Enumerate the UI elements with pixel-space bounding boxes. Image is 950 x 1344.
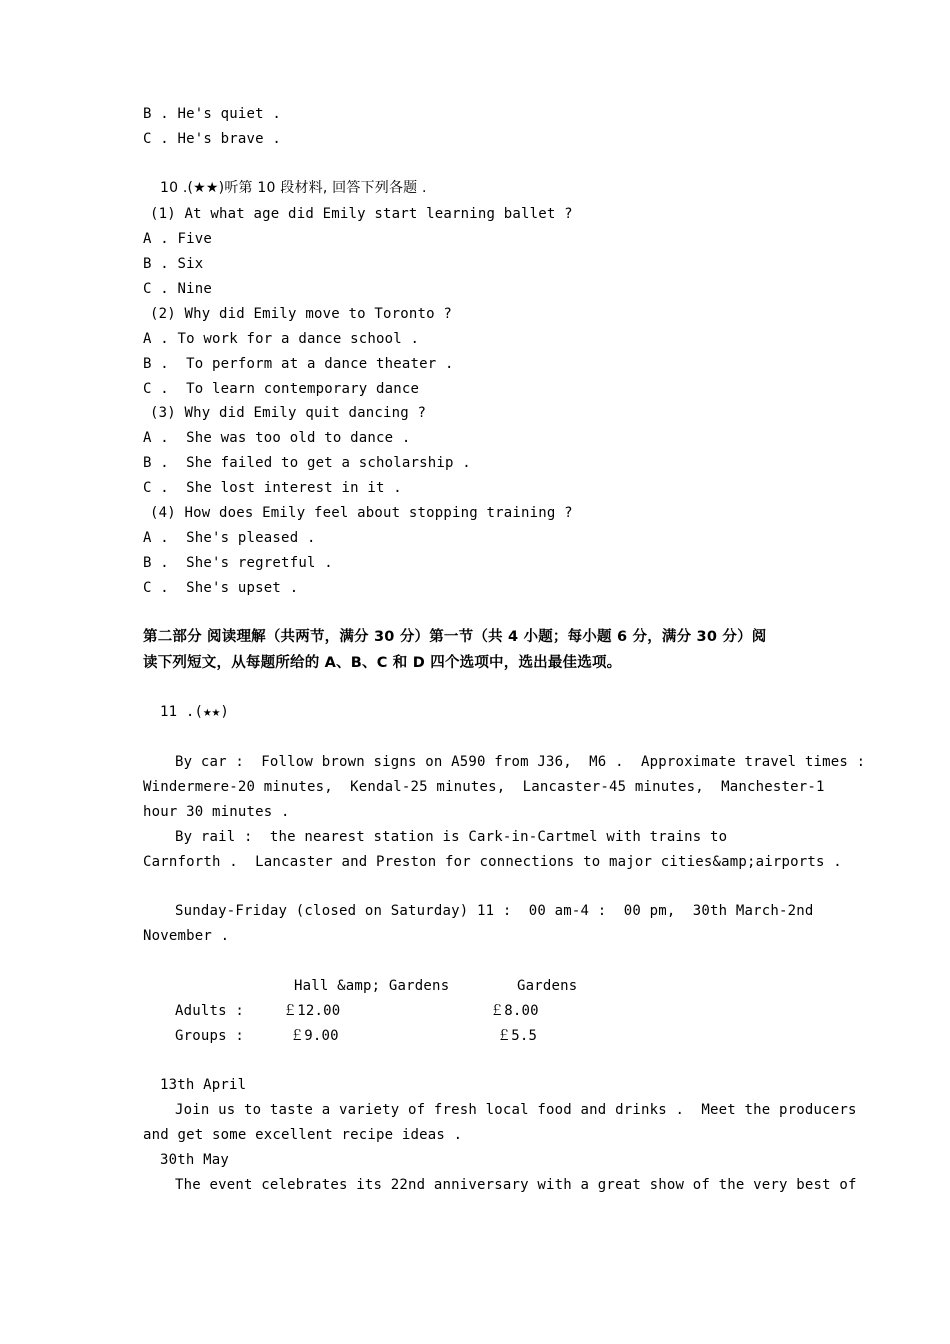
q10-sub4-option-b: B . She's regretful .: [143, 555, 333, 571]
event1-line2: and get some excellent recipe ideas .: [143, 1127, 463, 1143]
q10-sub1-option-a: A . Five: [143, 231, 213, 247]
q11-header: 11 .(★★): [160, 704, 230, 720]
price-row-adults-gardens: ￡8.00: [490, 1003, 539, 1019]
q11-car-line1: By car : Follow brown signs on A590 from J36, M6 . Approximate travel times :: [175, 754, 866, 770]
q10-sub3-option-c: C . She lost interest in it .: [143, 480, 402, 496]
q11-rail-line2: Carnforth . Lancaster and Preston for connections to major cities&amp;airports .: [143, 854, 842, 870]
q10-sub4-option-c: C . She's upset .: [143, 580, 299, 596]
q10-sub1-option-c: C . Nine: [143, 281, 213, 297]
price-row-adults-hall: ￡12.00: [283, 1003, 341, 1019]
q11-hours-line2: November .: [143, 928, 230, 944]
price-row-groups-hall: ￡9.00: [290, 1028, 339, 1044]
q11-car-line2: Windermere-20 minutes, Kendal-25 minutes, Lancaster-45 minutes, Manchester-1: [143, 779, 825, 795]
q10-sub3-option-b: B . She failed to get a scholarship .: [143, 455, 471, 471]
event2-line1: The event celebrates its 22nd anniversary with a great show of the very best of: [175, 1177, 857, 1193]
q10-sub2-option-c: C . To learn contemporary dance: [143, 381, 420, 397]
event2-date: 30th May: [160, 1152, 230, 1168]
event1-line1: Join us to taste a variety of fresh local food and drinks . Meet the producers: [175, 1102, 857, 1118]
part2-heading-line2: 读下列短文，从每题所给的 A、B、C 和 D 四个选项中，选出最佳选项。: [143, 655, 622, 671]
price-table-col-hall: Hall &amp; Gardens: [294, 978, 450, 994]
q9-option-b: B . He's quiet .: [143, 106, 282, 122]
part2-heading-line1: 第二部分 阅读理解（共两节，满分 30 分）第一节（共 4 小题；每小题 6 分，满分 30 分）阅: [143, 629, 767, 645]
price-row-groups-label: Groups :: [175, 1028, 245, 1044]
q10-sub2-option-b: B . To perform at a dance theater .: [143, 356, 454, 372]
q10-sub4-question: (4) How does Emily feel about stopping training ?: [150, 505, 573, 521]
q11-hours-line1: Sunday-Friday (closed on Saturday) 11 : 00 am-4 : 00 pm, 30th March-2nd: [175, 903, 814, 919]
price-row-adults-label: Adults :: [175, 1003, 245, 1019]
q11-rail-line1: By rail : the nearest station is Cark-in-Cartmel with trains to: [175, 829, 728, 845]
q10-sub3-option-a: A . She was too old to dance .: [143, 430, 411, 446]
q9-option-c: C . He's brave .: [143, 131, 282, 147]
q10-sub4-option-a: A . She's pleased .: [143, 530, 316, 546]
price-row-groups-gardens: ￡5.5: [497, 1028, 538, 1044]
q10-sub2-question: (2) Why did Emily move to Toronto ?: [150, 306, 453, 322]
q11-car-line3: hour 30 minutes .: [143, 804, 290, 820]
q10-sub3-question: (3) Why did Emily quit dancing ?: [150, 405, 427, 421]
q10-sub1-option-b: B . Six: [143, 256, 204, 272]
q10-header: 10 .(★★)听第 10 段材料, 回答下列各题 .: [160, 180, 427, 196]
q10-sub2-option-a: A . To work for a dance school .: [143, 331, 420, 347]
q10-sub1-question: (1) At what age did Emily start learning ballet ?: [150, 206, 573, 222]
price-table-col-gardens: Gardens: [517, 978, 578, 994]
event1-date: 13th April: [160, 1077, 247, 1093]
